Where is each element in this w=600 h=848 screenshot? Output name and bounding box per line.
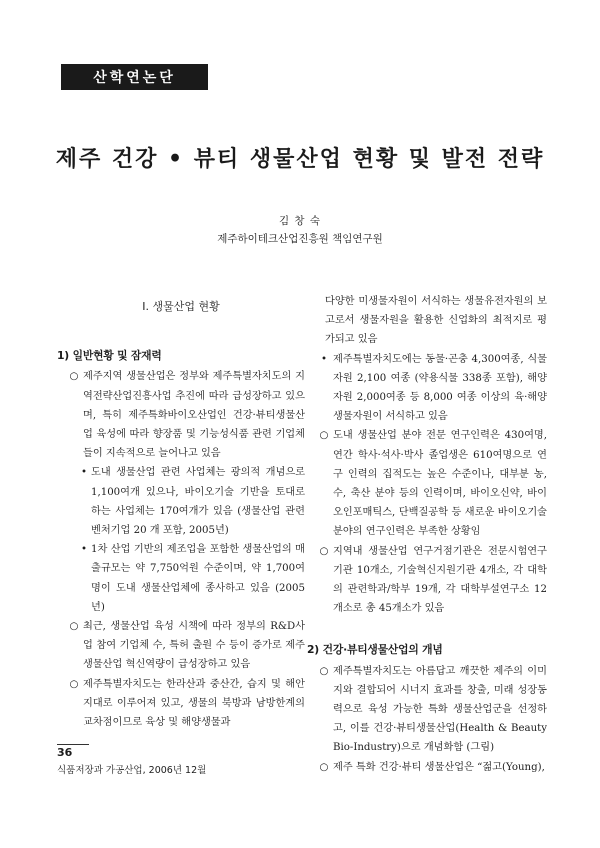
left-column xyxy=(57,292,305,732)
bullet-text: 제주특별자치도에는 동물·곤충 4,300여종, 식물자원 2,100 여종 (약용식물 338종 포함), 해양자원 2,000여종 등 8,000 여종 이상의 육·해양생물자원이 서식하고 있음 xyxy=(333,353,547,423)
bullet-text: 도내 생물산업 관련 사업체는 광의적 개념으로 1,100여개 있으나, 바이오기술 기반을 토대로 하는 사업체는 170여개가 있음 (생물산업 관련 벤처기업 20 개 포함, 2005년) xyxy=(91,467,305,537)
journal-citation: 식품저장과 가공산업, 2006년 12월 xyxy=(57,765,207,776)
paragraph xyxy=(307,662,547,758)
author-name: 김 창 숙 xyxy=(278,215,322,227)
subsection-heading: 2) 건강·뷰티생물산업의 개념 xyxy=(307,643,443,657)
paragraph-continuation xyxy=(307,292,547,350)
paragraph xyxy=(307,542,547,619)
author-affiliation: 제주하이테크산업진흥원 책임연구원 xyxy=(217,233,383,245)
circle-bullet: ○ xyxy=(69,621,79,633)
paragraph-text: 제주지역 생물산업은 정부와 제주특별자치도의 지역전략산업진흥사업 추진에 따라 급성장하고 있으며, 특히 제주특화바이오산업인 건강·뷰티생물산업 육성에 따라 향장품 및 기능성식품 관련 기업체들이 지속적으로 늘어나고 있음 xyxy=(83,371,305,460)
paragraph xyxy=(57,617,305,675)
paragraph-text: 제주 특화 건강·뷰티 생물산업은 “젊고(Young), xyxy=(333,761,545,773)
paragraph xyxy=(57,675,305,733)
circle-bullet: ○ xyxy=(69,371,79,383)
footer-rule xyxy=(57,744,89,745)
dot-bullet: • xyxy=(80,467,87,479)
paragraph xyxy=(307,758,547,777)
bullet-item xyxy=(57,540,305,617)
section-label-banner xyxy=(61,64,208,90)
paragraph xyxy=(57,367,305,463)
subsection-heading: 1) 일반현황 및 잠재력 xyxy=(57,349,162,363)
section-label: 산학연논단 xyxy=(93,70,176,86)
article-title: 제주 건강 • 뷰티 생물산업 현황 및 발전 전략 xyxy=(55,146,545,172)
bullet-text: 1차 산업 기반의 제조업을 포함한 생물산업의 매출규모는 약 7,750억원 수준이며, 약 1,700여명이 도내 생물산업체에 종사하고 있음 (2005년) xyxy=(91,544,305,613)
circle-bullet: ○ xyxy=(69,678,79,690)
dot-bullet: • xyxy=(320,353,327,365)
section-heading: Ⅰ. 생물산업 현황 xyxy=(142,300,220,313)
paragraph xyxy=(307,426,547,541)
dot-bullet: • xyxy=(80,544,87,556)
right-column xyxy=(307,292,547,777)
circle-bullet: ○ xyxy=(319,761,329,773)
circle-bullet: ○ xyxy=(319,665,329,677)
circle-bullet: ○ xyxy=(319,430,329,442)
page-number: 36 xyxy=(57,746,73,759)
circle-bullet: ○ xyxy=(319,545,329,557)
paragraph-text: 도내 생물산업 분야 전문 연구인력은 430여명, 연간 학사·석사·박사 졸업생은 610여명으로 연구 인력의 집적도는 높은 수준이나, 대부분 농, 수, 축산 분야 등의 인력이며, 바이오신약, 바이오인포매틱스, 단백질공학 등 새로운 바이오기술 분야의 연구인력은 부족한 상황임 xyxy=(333,430,547,538)
paragraph-text: 다양한 미생물자원이 서식하는 생물유전자원의 보고로서 생물자원을 활용한 신업화의 최적지로 평가되고 있음 xyxy=(325,296,547,346)
paragraph-text: 제주특별자치도는 아름답고 깨끗한 제주의 이미지와 결합되어 시너지 효과를 창출, 미래 성장동력으로 육성 가능한 특화 생물산업군을 선정하고, 이를 건강·뷰티생물산업(Health & Beauty Bio-Industry)으로 개념화함 (그림) xyxy=(333,665,547,754)
paragraph-text: 지역내 생물산업 연구거점기관은 전문시험연구기관 10개소, 기술혁신지원기관 4개소, 각 대학의 관련학과/학부 19개, 각 대학부설연구소 12개소로 총 45개소가 있음 xyxy=(333,545,547,615)
paragraph-text: 제주특별자치도는 한라산과 중산간, 습지 및 해안지대로 이루어져 있고, 생물의 북방과 남방한계의 교차점이므로 육상 및 해양생물과 xyxy=(83,678,305,729)
bullet-item xyxy=(307,350,547,427)
paragraph-text: 최근, 생물산업 육성 시책에 따라 정부의 R&D사업 참여 기업체 수, 특허 출원 수 등이 증가로 제주 생물산업 혁신역량이 급성장하고 있음 xyxy=(83,621,305,671)
bullet-item xyxy=(57,463,305,540)
